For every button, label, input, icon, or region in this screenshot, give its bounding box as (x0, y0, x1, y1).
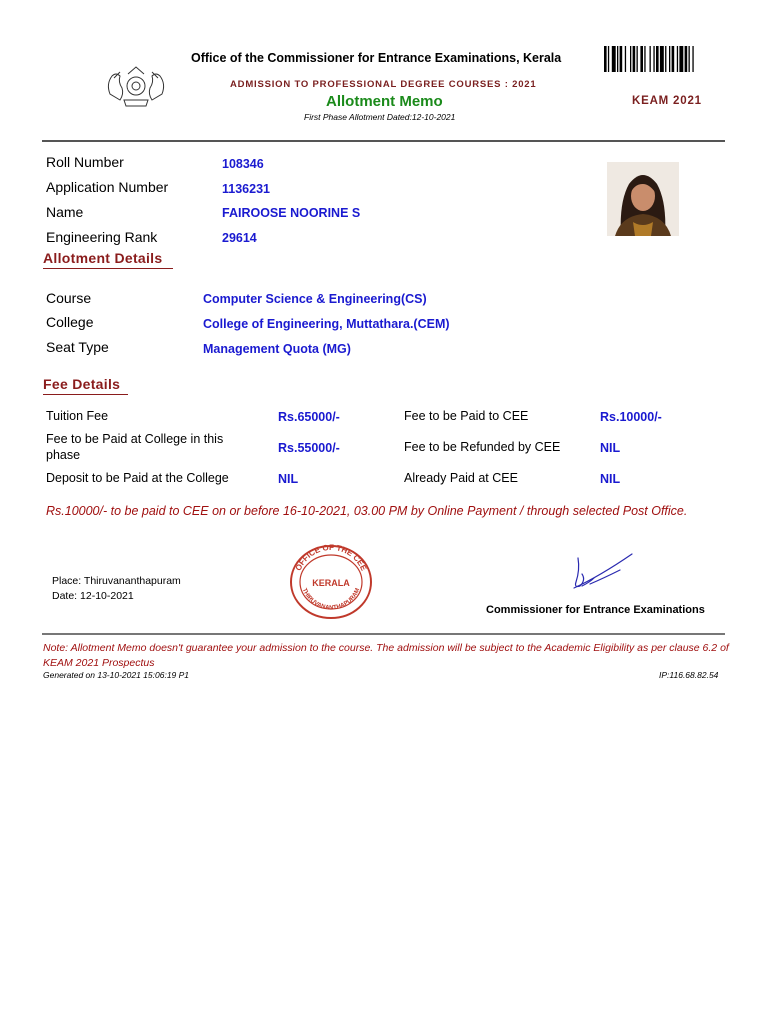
barcode-bar (679, 46, 683, 72)
barcode-bar (660, 46, 664, 72)
college-label: College (46, 314, 94, 330)
ip-address: IP:116.68.82.54 (659, 670, 719, 680)
barcode-bar (650, 46, 651, 72)
barcode-bar (633, 46, 636, 72)
college-deposit-value: NIL (278, 472, 299, 486)
already-paid-value: NIL (600, 472, 621, 486)
admission-line: ADMISSION TO PROFESSIONAL DEGREE COURSES : 2021 (230, 79, 537, 90)
barcode-bar (653, 46, 654, 72)
barcode-bar (685, 46, 688, 72)
college-deposit-label: Deposit to be Paid at the College (46, 471, 229, 485)
allotment-heading-underline (43, 268, 173, 269)
engineering-rank-value: 29614 (222, 231, 257, 245)
barcode-bar (665, 46, 666, 72)
roll-number-value: 108346 (222, 157, 264, 171)
name-label: Name (46, 204, 84, 220)
signature-icon (560, 548, 638, 596)
barcode-bar (604, 46, 607, 72)
office-title: Office of the Commissioner for Entrance Examinations, Kerala (191, 51, 562, 65)
seat-type-label: Seat Type (46, 339, 109, 355)
seal-inner-text: KERALA (312, 578, 350, 588)
already-paid-label: Already Paid at CEE (404, 471, 518, 485)
date-text: Date: 12-10-2021 (52, 590, 134, 602)
cee-fee-value: Rs.10000/- (600, 410, 662, 424)
name-value: FAIROOSE NOORINE S (222, 206, 361, 220)
cee-office-seal-icon (288, 543, 374, 621)
barcode-bar (630, 46, 631, 72)
application-number-label: Application Number (46, 179, 169, 195)
barcode-bar (677, 46, 678, 72)
cee-refund-value: NIL (600, 441, 621, 455)
candidate-photo-icon (607, 162, 679, 236)
seal-bottom-text: THIRUVANANTHAPURAM (300, 587, 362, 612)
engineering-rank-label: Engineering Rank (46, 229, 158, 245)
disclaimer-note: Note: Allotment Memo doesn't guarantee your admission to the course. The admission will be subject to the Academic Eligibility as per clause 6.2 of KEAM 2021 Prospectus (43, 642, 729, 669)
fee-details-heading: Fee Details (43, 376, 121, 392)
barcode-bar (692, 46, 693, 72)
roll-number-label: Roll Number (46, 154, 124, 170)
footer-divider (42, 633, 725, 635)
barcode-bar (644, 46, 645, 72)
kerala-emblem-icon (102, 64, 170, 110)
candidate-photo (607, 162, 679, 236)
signatory-title: Commissioner for Entrance Examinations (486, 604, 705, 616)
exam-name: KEAM 2021 (632, 95, 702, 107)
phase-line: First Phase Allotment Dated:12-10-2021 (304, 112, 456, 122)
memo-title: Allotment Memo (326, 93, 443, 110)
barcode-bar (640, 46, 643, 72)
place-text: Place: Thiruvananthapuram (52, 575, 181, 587)
seat-type-value: Management Quota (MG) (203, 342, 351, 356)
barcode-bar (612, 46, 616, 72)
barcode-bar (617, 46, 618, 72)
application-number-value: 1136231 (222, 182, 270, 196)
barcode-bar (656, 46, 659, 72)
generated-timestamp: Generated on 13-10-2021 15:06:19 P1 (43, 670, 190, 680)
barcode-bar (672, 46, 675, 72)
tuition-fee-value: Rs.65000/- (278, 410, 340, 424)
svg-text:THIRUVANANTHAPURAM (301, 588, 362, 612)
barcode-bar (689, 46, 690, 72)
payment-note: Rs.10000/- to be paid to CEE on or before 16-10-2021, 03.00 PM by Online Payment / through selected Post Office. (46, 504, 688, 518)
barcode-bar (620, 46, 623, 72)
college-value: College of Engineering, Muttathara.(CEM) (203, 317, 450, 331)
cee-refund-label: Fee to be Refunded by CEE (404, 440, 561, 454)
barcode-bar (625, 46, 626, 72)
barcode-bar (608, 46, 609, 72)
cee-fee-label: Fee to be Paid to CEE (404, 409, 529, 423)
barcode-icon (604, 46, 726, 72)
barcode-bar (669, 46, 670, 72)
fee-heading-underline (43, 394, 128, 395)
barcode-bar (637, 46, 638, 72)
seal-outer-text: OFFICE OF THE CEE (293, 543, 369, 573)
course-label: Course (46, 290, 92, 306)
allotment-details-heading: Allotment Details (43, 250, 163, 266)
course-value: Computer Science & Engineering(CS) (203, 292, 427, 306)
college-phase-fee-value: Rs.55000/- (278, 441, 340, 455)
header-divider (42, 140, 725, 142)
tuition-fee-label: Tuition Fee (46, 409, 109, 423)
college-phase-fee-label: Fee to be Paid at College in this phase (46, 432, 224, 462)
